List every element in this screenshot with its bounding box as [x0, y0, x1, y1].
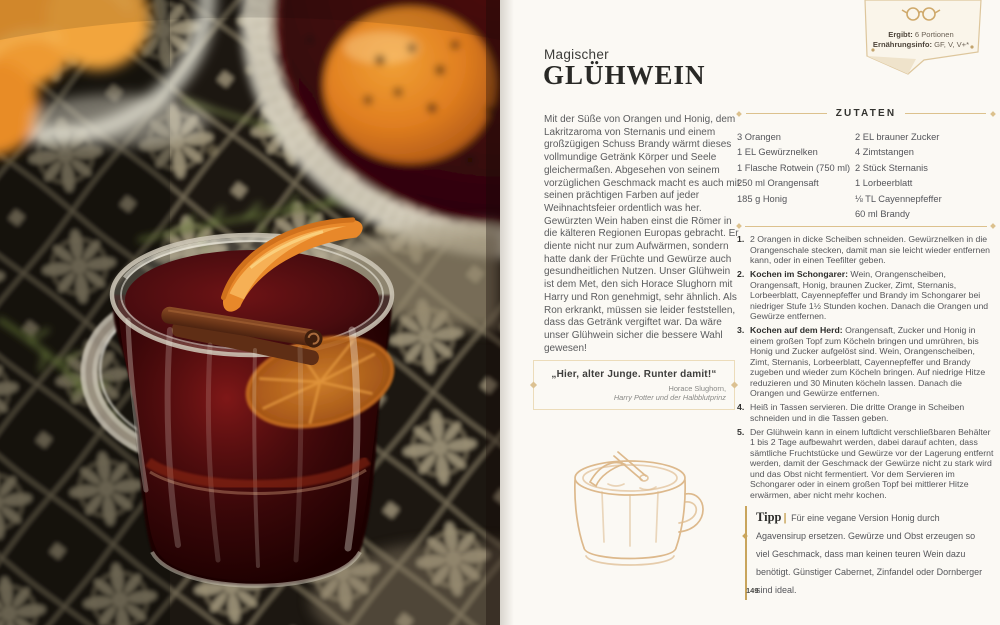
step-text: Orangensaft, Zucker und Honig in einem großen Topf zum Köcheln bringen und umrühren, bis Honig und Zucker aufgelöst sind. Wein, Orangenscheiben, Zimt, Sternanis, Lorbeerblatt, Cayennepfeffer und Brandy zugeben und wieder zum Köcheln bringen. Auf niedrige Hitze reduzieren und 30 Minuten köcheln lassen. Danach die Orangen und Gewürze entfernen. — [750, 325, 986, 398]
tip-label: Tipp — [756, 510, 782, 524]
step-text: Wein, Orangenscheiben, Orangensaft, Honig, braunen Zucker, Zimt, Sternanis, Lorbeerblatt, Cayennepfeffer und Brandy im Schongarer bei niedriger Stufe 1½ Stunden kochen. Danach die Orangen und Gewürze entfernen. — [750, 269, 989, 321]
rule-diamond — [736, 111, 742, 117]
yield-label: Ergibt: — [888, 30, 913, 39]
tip-text: Für eine vegane Version Honig durch Agavensirup ersetzen. Gewürze und Obst erzeugen so viel Geschmack, dass man keinen teuren Wein dazu benötigt. Günstiger Cabernet, Zinfandel oder Dornberger sind ideal. — [756, 513, 983, 595]
ingredient-item: 185 g Honig — [737, 193, 788, 204]
yield-value: 6 Portionen — [912, 30, 954, 39]
step-text: Heiß in Tassen servieren. Die dritte Orange in Scheiben schneiden und in die Tassen geben. — [750, 402, 965, 423]
recipe-page — [500, 0, 1000, 625]
ingredient-item: 1 EL Gewürznelken — [737, 147, 818, 158]
nutrition-info — [860, 40, 982, 49]
step-label: Kochen im Schongarer: — [750, 269, 848, 279]
quote-text: „Hier, alter Junge. Runter damit!“ — [551, 369, 717, 380]
preparation-steps — [737, 234, 995, 504]
rule-diamond — [990, 223, 996, 229]
mug-sketch — [552, 436, 717, 603]
info-banner — [860, 0, 986, 76]
ingredient-item: 60 ml Brandy — [855, 209, 910, 220]
tip-diamond — [742, 533, 748, 539]
ingredients-heading: ZUTATEN — [835, 108, 897, 119]
step-item — [737, 427, 995, 501]
step-item — [737, 234, 995, 266]
quote-box — [533, 360, 735, 410]
step-text: Der Glühwein kann in einem luftdicht verschließbaren Behälter 1 bis 2 Tage aufbewahrt werden, dabei darauf achten, dass sämtliche Fruchtstücke und Gewürze vor der Lagerung entfernt werden, damit der Geschmack der Gewürze nicht zu stark wird und das Obst nicht fermentiert. Vor dem Servieren im Schongarer oder in einem großen Topf bei mittlerer Hitze erwärmen, aber nicht mehr kochen. — [750, 426, 994, 500]
ingredients-column-left — [737, 130, 855, 207]
ingredients-header — [737, 108, 995, 119]
step-number: 2. — [737, 269, 745, 279]
page-title: GLÜHWEIN — [543, 60, 706, 90]
nutrition-value: GF, V, V+* — [931, 40, 970, 49]
ingredient-item: 3 Orangen — [737, 132, 781, 142]
recipe-kicker: Magischer — [544, 47, 609, 62]
step-number: 1. — [737, 234, 745, 244]
ingredient-item: 250 ml Orangensaft — [737, 178, 819, 189]
tip-separator: | — [783, 512, 787, 524]
rule-line — [746, 113, 827, 114]
ingredients-bottom-rule — [737, 224, 995, 228]
glasses-icon — [901, 5, 941, 22]
intro-paragraph: Mit der Süße von Orangen und Honig, dem Lakritzaroma von Sternanis und einem großzügigen Schuss Brandy wärmt dieses vollmundige Getränk Körper und Seele gleichermaßen. Abgesehen von seinem vorzüglichen Geschmack macht es auch mit seinen prächtigen Farben auf jeder Weihnachtsfeier ordentlich was her. Gewürzten Wein haben einst die Römer in die kälteren Regionen Europas gebracht. Er diente nicht nur zum Aufwärmen, sondern hatte dank der Früchte und Gewürze auch gesundheitlichen Nutzen. Unser Glühwein ist dem Met, den sich Horace Slughorn mit Harry und Ron genehmigt, sehr ähnlich. Als Ron erkrankt, müssen sie leider feststellen, dass das Getränk vergiftet war. Da wäre unser Glühwein sicher die bessere Wahl gewesen! — [544, 114, 740, 354]
ingredient-item: 1 Flasche Rotwein (750 ml) — [737, 162, 851, 173]
ingredients-column-right — [855, 130, 995, 222]
ingredient-item: 4 Zimtstangen — [855, 147, 914, 158]
quote-diamond-left — [530, 381, 537, 388]
ingredient-item: 1 Lorbeerblatt — [855, 178, 913, 189]
rule-line — [745, 226, 987, 227]
page-number: 149 — [746, 586, 759, 595]
rule-line — [905, 113, 986, 114]
step-number: 4. — [737, 402, 745, 412]
quote-attribution: Horace Slughorn, — [668, 384, 726, 393]
tip-box — [745, 506, 988, 600]
step-item — [737, 269, 995, 322]
step-item — [737, 325, 995, 399]
page-gutter-shadow — [500, 0, 514, 625]
rule-diamond — [990, 111, 996, 117]
yield-info — [860, 30, 982, 39]
quote-source: Harry Potter und der Halbblutprinz — [613, 393, 726, 402]
ingredient-item: ⅛ TL Cayennepfeffer — [855, 193, 942, 204]
ingredient-item: 2 Stück Sternanis — [855, 162, 928, 173]
step-item — [737, 402, 995, 423]
ingredient-item: 2 EL brauner Zucker — [855, 132, 940, 142]
rule-diamond — [736, 223, 742, 229]
nutrition-label: Ernährungsinfo: — [872, 40, 932, 49]
step-number: 5. — [737, 426, 745, 437]
step-number: 3. — [737, 325, 745, 335]
step-label: Kochen auf dem Herd: — [750, 325, 843, 335]
step-text: 2 Orangen in dicke Scheiben schneiden. Gewürznelken in die Orangenschale stecken, damit man sie leicht wieder entfernen kann, oder in einen Teefilter geben. — [750, 234, 991, 265]
